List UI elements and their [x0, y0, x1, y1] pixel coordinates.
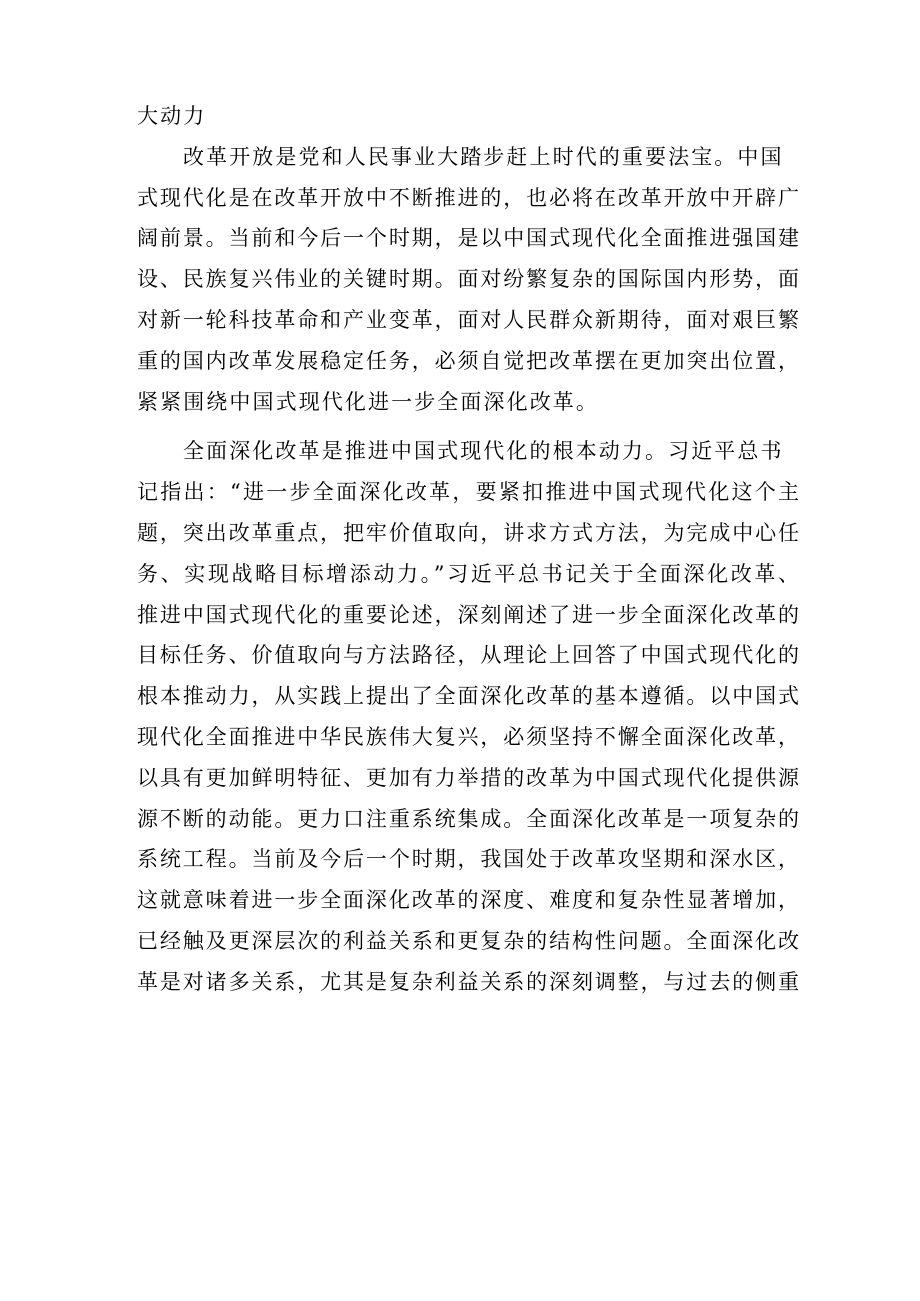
text-line: 根本推动力，从实践上提出了全面深化改革的基本遵循。以中国式	[137, 684, 799, 709]
paragraph-deepening-reform	[137, 431, 799, 1002]
text-line: 紧紧围绕中国式现代化进一步全面深化改革。	[137, 389, 599, 414]
text-line: 式现代化是在改革开放中不断推进的，也必将在改革开放中开辟广	[137, 185, 799, 210]
body-text	[137, 96, 799, 1003]
text-line: 设、民族复兴伟业的关键时期。面对纷繁复杂的国际国内形势，面	[137, 267, 799, 292]
paragraph-spacer	[137, 422, 799, 431]
text-line: 已经触及更深层次的利益关系和更复杂的结构性问题。全面深化改	[137, 928, 799, 953]
text-line: 大动力	[137, 104, 207, 128]
text-line: 推进中国式现代化的重要论述，深刻阐述了进一步全面深化改革的	[137, 602, 799, 627]
paragraph-reform-opening	[137, 137, 799, 423]
text-line: 以具有更加鲜明特征、更加有力举措的改革为中国式现代化提供源	[137, 765, 799, 790]
text-line: 这就意味着进一步全面深化改革的深度、难度和复杂性显著增加，	[137, 888, 799, 913]
text-line: 对新一轮科技革命和产业变革，面对人民群众新期待，面对艰巨繁	[137, 307, 799, 332]
text-line: 重的国内改革发展稳定任务，必须自觉把改革摆在更加突出位置，	[137, 348, 799, 373]
text-line: 革是对诸多关系，尤其是复杂利益关系的深刻调整，与过去的侧重	[137, 969, 799, 994]
text-line: 阔前景。当前和今后一个时期，是以中国式现代化全面推进强国建	[137, 226, 799, 251]
text-line: 目标任务、价值取向与方法路径，从理论上回答了中国式现代化的	[137, 643, 799, 668]
text-line: 全面深化改革是推进中国式现代化的根本动力。习近平总书	[183, 439, 784, 464]
text-line: 改革开放是党和人民事业大踏步赶上时代的重要法宝。中国	[183, 144, 784, 169]
text-line: 现代化全面推进中华民族伟大复兴，必须坚持不懈全面深化改革，	[137, 724, 799, 749]
text-line: 源不断的动能。更力口注重系统集成。全面深化改革是一项复杂的	[137, 806, 799, 831]
text-line: 务、实现战略目标增添动力。”习近平总书记关于全面深化改革、	[137, 561, 799, 586]
text-line: 系统工程。当前及今后一个时期，我国处于改革攻坚期和深水区，	[137, 847, 799, 872]
text-line: 记指出：“进一步全面深化改革，要紧扣推进中国式现代化这个主	[137, 480, 799, 505]
text-line: 题，突出改革重点，把牢价值取向，讲求方式方法，为完成中心任	[137, 520, 799, 545]
